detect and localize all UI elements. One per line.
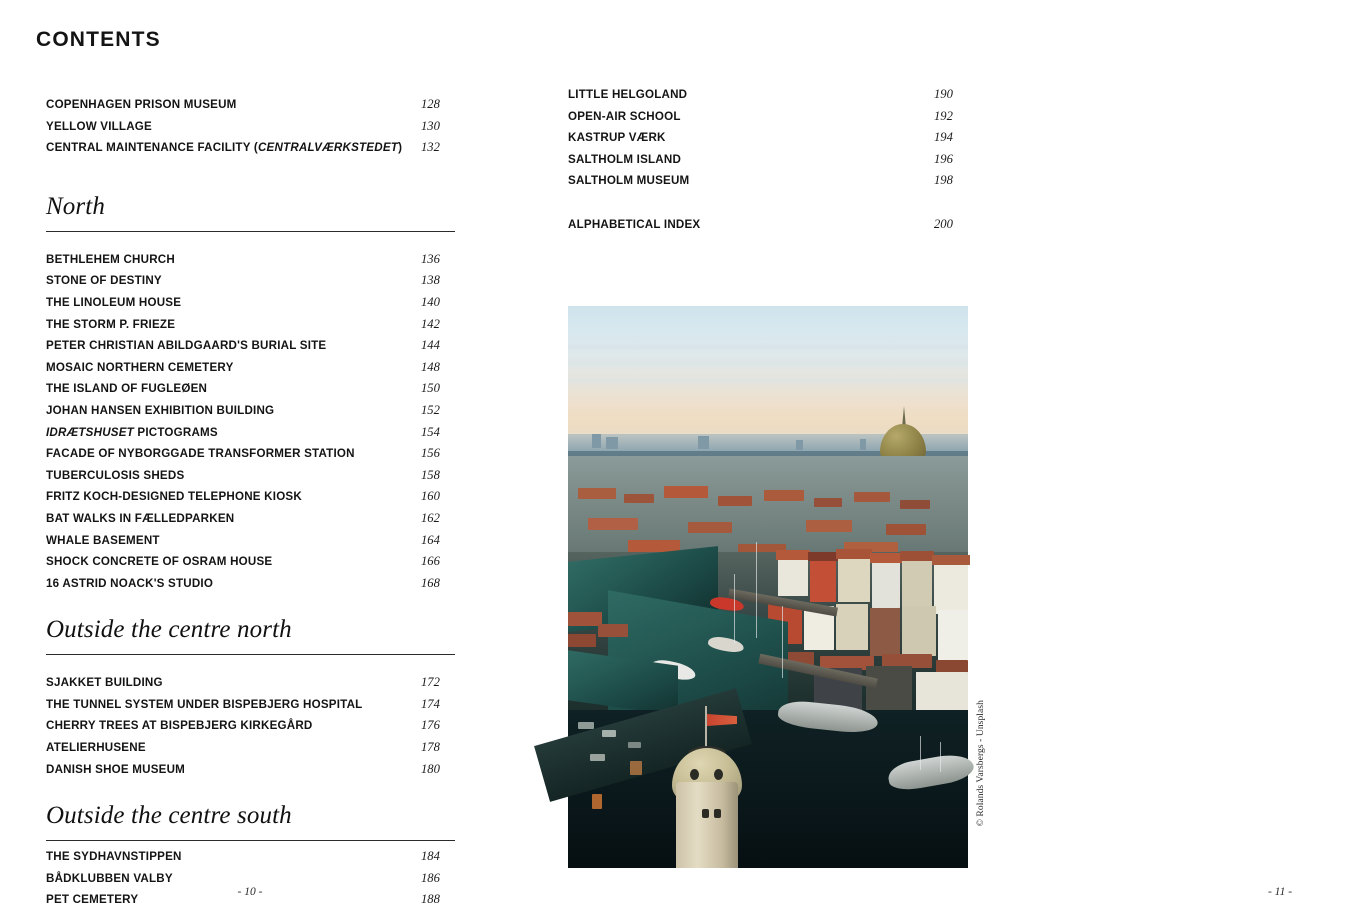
toc-entry[interactable] xyxy=(46,314,455,336)
toc-entry[interactable] xyxy=(568,170,968,192)
toc-entry-title: STONE OF DESTINY xyxy=(46,274,162,288)
toc-entry-page: 178 xyxy=(421,740,440,755)
toc-entry-title-italic: CENTRALVÆRKSTEDET xyxy=(257,141,399,155)
section-heading-outside-north: Outside the centre north xyxy=(46,616,292,644)
toc-entry[interactable] xyxy=(46,715,455,737)
rule-list-spacer xyxy=(46,655,455,672)
toc-entry[interactable] xyxy=(46,443,455,465)
toc-entry[interactable] xyxy=(568,84,968,106)
toc-entry-page: 172 xyxy=(421,675,440,690)
toc-entry-title: 16 ASTRID NOACK'S STUDIO xyxy=(46,576,214,590)
toc-entry[interactable] xyxy=(46,335,455,357)
right-column xyxy=(568,84,968,236)
section-outside-south-entry-list xyxy=(46,846,455,911)
right-entry-list xyxy=(568,84,968,192)
index-spacer xyxy=(568,192,968,214)
folio-left: - 10 - xyxy=(237,886,263,898)
toc-entry-page: 156 xyxy=(421,446,440,461)
section-spacer xyxy=(46,780,455,802)
index-entry-list xyxy=(568,214,968,236)
section-heading-north: North xyxy=(46,192,105,220)
heading-rule-spacer xyxy=(46,220,455,231)
toc-entry-page: 180 xyxy=(421,761,440,776)
toc-entry-page: 130 xyxy=(421,118,440,133)
toc-entry-page: 176 xyxy=(421,718,440,733)
toc-entry[interactable] xyxy=(46,694,455,716)
toc-entry-page: 138 xyxy=(421,273,440,288)
toc-entry-page: 162 xyxy=(421,510,440,525)
left-column xyxy=(46,94,455,911)
toc-entry-page: 142 xyxy=(421,316,440,331)
toc-entry-page: 186 xyxy=(421,870,440,885)
toc-entry-title-italic: IDRÆTSHUSET xyxy=(46,425,134,439)
toc-entry-page: 136 xyxy=(421,251,440,266)
toc-entry-page: 128 xyxy=(421,97,440,111)
section-outside-north-entry-list xyxy=(46,672,455,780)
toc-entry-title: PETER CHRISTIAN ABILDGAARD'S BURIAL SITE xyxy=(46,339,327,353)
toc-entry-page: 184 xyxy=(421,849,440,864)
toc-entry[interactable] xyxy=(46,116,455,138)
toc-entry-title: THE SYDHAVNSTIPPEN xyxy=(46,850,182,864)
toc-entry[interactable] xyxy=(46,465,455,487)
toc-entry-title: MOSAIC NORTHERN CEMETERY xyxy=(46,360,234,374)
toc-entry[interactable] xyxy=(46,737,455,759)
toc-entry-title: WHALE BASEMENT xyxy=(46,533,160,547)
page-right xyxy=(510,0,1293,923)
toc-entry[interactable] xyxy=(46,846,455,868)
photo-tower-body xyxy=(676,782,738,868)
toc-entry-page: 150 xyxy=(421,381,440,396)
section-spacer xyxy=(46,159,455,193)
section-heading-outside-south: Outside the centre south xyxy=(46,802,292,830)
toc-entry-page: 196 xyxy=(934,151,953,166)
heading-rule-spacer xyxy=(46,643,455,654)
toc-entry[interactable] xyxy=(46,94,455,116)
folio-right: - 11 - xyxy=(1267,886,1293,898)
toc-entry-title-main: CENTRAL MAINTENANCE FACILITY ( xyxy=(46,141,258,155)
toc-entry-page: 140 xyxy=(421,294,440,309)
toc-entry-title: DANISH SHOE MUSEUM xyxy=(46,762,186,776)
toc-entry-page: 188 xyxy=(421,892,440,907)
toc-entry-page: 174 xyxy=(421,696,440,711)
page-title: CONTENTS xyxy=(36,28,161,51)
section-north-entry-list xyxy=(46,249,455,595)
toc-entry-page: 166 xyxy=(421,554,440,569)
toc-entry-title: COPENHAGEN PRISON MUSEUM xyxy=(46,98,237,111)
rule-list-spacer xyxy=(46,232,455,249)
toc-entry[interactable] xyxy=(46,508,455,530)
photo-credit: © Rolands Varsbergs - Unsplash xyxy=(976,700,986,827)
toc-entry-page: 190 xyxy=(934,87,953,101)
toc-entry-page: 194 xyxy=(934,130,953,145)
toc-entry[interactable] xyxy=(46,292,455,314)
toc-entry-page: 154 xyxy=(421,424,440,439)
toc-entry-title: YELLOW VILLAGE xyxy=(46,119,152,133)
toc-entry[interactable] xyxy=(568,106,968,128)
toc-entry-title: CHERRY TREES AT BISPEBJERG KIRKEGÅRD xyxy=(46,719,313,733)
toc-entry-page: 168 xyxy=(421,575,440,590)
toc-entry-title: OPEN-AIR SCHOOL xyxy=(568,109,681,123)
toc-entry[interactable] xyxy=(46,378,455,400)
toc-entry[interactable] xyxy=(46,137,455,159)
toc-entry-title: ALPHABETICAL INDEX xyxy=(568,217,701,231)
toc-entry-page: 164 xyxy=(421,532,440,547)
toc-entry-title: JOHAN HANSEN EXHIBITION BUILDING xyxy=(46,403,275,417)
toc-entry-index[interactable] xyxy=(568,214,968,236)
toc-entry-title: BAT WALKS IN FÆLLEDPARKEN xyxy=(46,511,235,525)
photo-copenhagen-aerial xyxy=(568,306,968,868)
toc-entry-title: PET CEMETERY xyxy=(46,893,139,907)
toc-entry[interactable] xyxy=(46,486,455,508)
toc-entry[interactable] xyxy=(46,249,455,271)
toc-entry-title: SALTHOLM MUSEUM xyxy=(568,174,690,188)
toc-entry-title: BETHLEHEM CHURCH xyxy=(46,252,175,266)
toc-entry-title xyxy=(46,138,402,159)
toc-entry-title-tail: PICTOGRAMS xyxy=(133,425,218,439)
page-left xyxy=(0,0,510,923)
toc-entry[interactable] xyxy=(46,551,455,573)
toc-entry-title: SJAKKET BUILDING xyxy=(46,676,163,690)
toc-entry-page: 160 xyxy=(421,489,440,504)
toc-entry-title: TUBERCULOSIS SHEDS xyxy=(46,468,185,482)
toc-entry-title: KASTRUP VÆRK xyxy=(568,131,666,145)
toc-entry[interactable] xyxy=(46,422,455,444)
toc-entry-title: SALTHOLM ISLAND xyxy=(568,152,682,166)
toc-entry-title xyxy=(46,423,218,444)
toc-entry[interactable] xyxy=(46,270,455,292)
toc-entry[interactable] xyxy=(568,127,968,149)
toc-entry[interactable] xyxy=(46,573,455,595)
photo-flagpole xyxy=(705,706,707,750)
toc-entry-title: FACADE OF NYBORGGADE TRANSFORMER STATION xyxy=(46,447,355,461)
toc-entry-title: ATELIERHUSENE xyxy=(46,741,146,755)
toc-entry-page: 158 xyxy=(421,467,440,482)
photo-figure xyxy=(568,306,968,868)
toc-entry-title: SHOCK CONCRETE OF OSRAM HOUSE xyxy=(46,555,273,569)
toc-entry[interactable] xyxy=(46,672,455,694)
toc-entry-page: 148 xyxy=(421,359,440,374)
toc-entry-title: THE TUNNEL SYSTEM UNDER BISPEBJERG HOSPITAL xyxy=(46,697,363,711)
toc-entry[interactable] xyxy=(46,400,455,422)
toc-entry[interactable] xyxy=(46,530,455,552)
toc-entry-page: 144 xyxy=(421,338,440,353)
toc-entry-title: THE STORM P. FRIEZE xyxy=(46,317,176,331)
toc-entry-title: THE LINOLEUM HOUSE xyxy=(46,295,182,309)
toc-entry-title: BÅDKLUBBEN VALBY xyxy=(46,871,173,885)
toc-entry-title: LITTLE HELGOLAND xyxy=(568,88,688,101)
toc-entry[interactable] xyxy=(568,149,968,171)
toc-entry[interactable] xyxy=(46,759,455,781)
toc-entry-title-tail: ) xyxy=(398,141,403,155)
heading-rule-spacer xyxy=(46,829,455,840)
toc-entry-page: 152 xyxy=(421,402,440,417)
toc-entry-title: THE ISLAND OF FUGLEØEN xyxy=(46,382,208,396)
toc-entry[interactable] xyxy=(46,357,455,379)
toc-entry-page: 192 xyxy=(934,108,953,123)
continued-entry-list xyxy=(46,94,455,159)
section-spacer xyxy=(46,594,455,616)
toc-entry-page: 198 xyxy=(934,173,953,188)
toc-entry-page: 132 xyxy=(421,140,440,155)
toc-entry-page: 200 xyxy=(934,216,953,231)
toc-entry-title: FRITZ KOCH-DESIGNED TELEPHONE KIOSK xyxy=(46,490,302,504)
